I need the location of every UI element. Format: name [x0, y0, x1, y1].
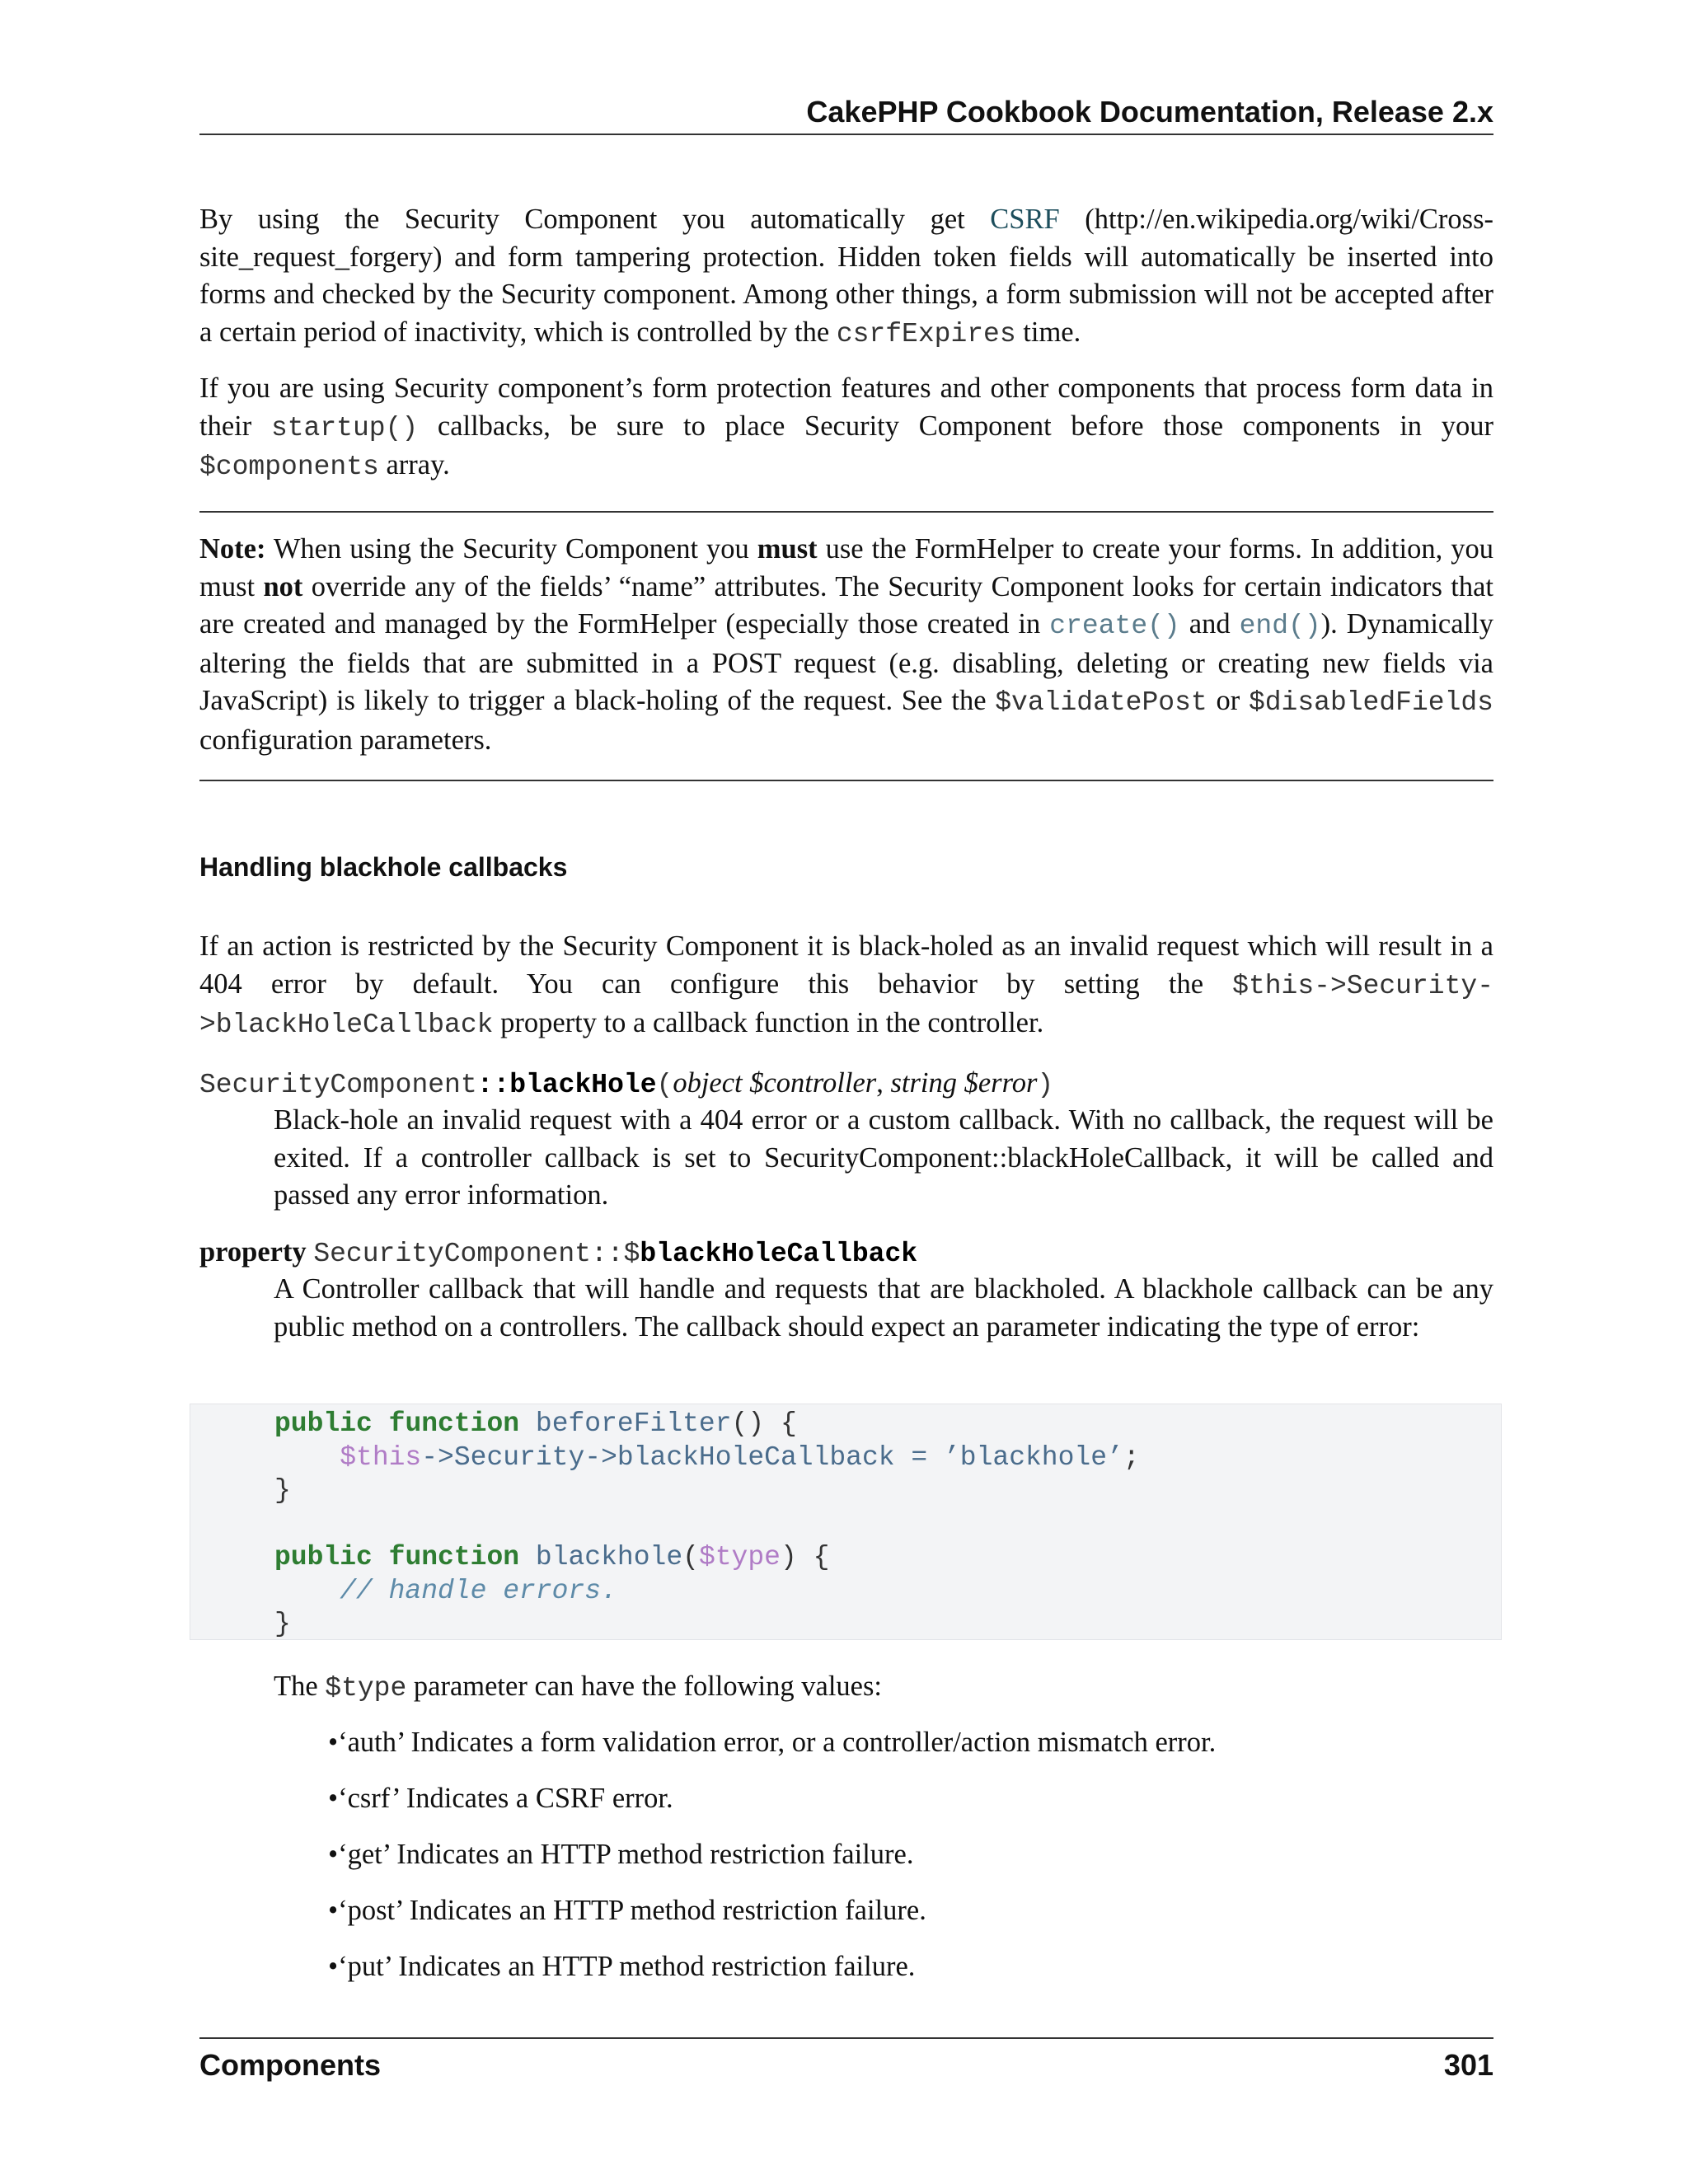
method-signature: SecurityComponent::blackHole(object $controller, string $error) — [199, 1067, 1054, 1100]
inline-code: startup() — [270, 412, 419, 443]
inline-code: $this->Security->blackHoleCallback — [199, 970, 1493, 1040]
inline-code: $validatePost — [995, 687, 1207, 718]
list-item: •‘auth’ Indicates a form validation error, or a controller/action mismatch error. — [328, 1727, 1217, 1758]
csrf-link[interactable]: CSRF — [990, 204, 1060, 235]
intro-paragraph-1: By using the Security Component you automatically get CSRF (http://en.wikipedia.org/wiki/Cross-site_request_forgery) and form tampering protection. Hidden token fields will automatically be inserted into forms and checked by the Security component. Among other things, a form submission will not be accepted after a certain period of inactivity, which is controlled by the csrfExpires time. — [199, 204, 1493, 349]
property-label: property — [199, 1236, 307, 1268]
inline-code: csrfExpires — [836, 318, 1016, 349]
section-heading: Handling blackhole callbacks — [199, 852, 568, 882]
intro-paragraph-2: If you are using Security component’s form protection features and other components that process form data in their startup() callbacks, be sure to place Security Component before those components in your $components array. — [199, 373, 1493, 482]
property-signature: property SecurityComponent::$blackHoleCallback — [199, 1236, 918, 1269]
note-box: Note: When using the Security Component you must use the FormHelper to create your forms. In addition, you must not override any of the fields’ “name” attributes. The Security Component looks for certain indicators that are created and managed by the FormHelper (especially those created in create() and end()). Dynamically altering the fields that are submitted in a POST request (e.g. disabling, deleting or creating new fields via JavaScript) is likely to trigger a black-holing of the request. See the $validatePost or $disabledFields configuration parameters. — [199, 533, 1493, 756]
method-description: Black-hole an invalid request with a 404 error or a custom callback. With no callback, the request will be exited. If a controller callback is set to SecurityComponent::blackHoleCallback, it will be called and passed any error information. — [274, 1104, 1493, 1211]
list-item: •‘put’ Indicates an HTTP method restriction failure. — [328, 1951, 916, 1982]
list-item: •‘get’ Indicates an HTTP method restriction failure. — [328, 1839, 914, 1870]
inline-code: $disabledFields — [1248, 687, 1493, 718]
footer-section: Components — [199, 2048, 381, 2082]
list-item: •‘post’ Indicates an HTTP method restriction failure. — [328, 1895, 926, 1926]
method-name: blackHole — [509, 1070, 657, 1100]
note-bottom-rule — [199, 780, 1493, 781]
running-footer — [199, 2046, 1493, 2085]
values-intro: The $type parameter can have the following values: — [274, 1671, 882, 1704]
note-label: Note: — [199, 533, 266, 565]
section-paragraph: If an action is restricted by the Security Component it is black-holed as an invalid request which will result in a 404 error by default. You can configure this behavior by setting the $this->Security->blackHoleCallback property to a callback function in the controller. — [199, 930, 1493, 1040]
create-method-link[interactable]: create() — [1049, 611, 1180, 641]
footer-rule — [199, 2037, 1493, 2039]
header-rule — [199, 134, 1493, 135]
end-method-link[interactable]: end() — [1239, 611, 1321, 641]
page-number: 301 — [1443, 2048, 1493, 2082]
property-description: A Controller callback that will handle and requests that are blackholed. A blackhole callback can be any public method on a controllers. The callback should expect an parameter indicating the type of error: — [274, 1273, 1493, 1343]
inline-code: $components — [199, 452, 379, 482]
inline-code: $type — [325, 1673, 407, 1704]
note-top-rule — [199, 511, 1493, 513]
running-header: CakePHP Cookbook Documentation, Release 2.x — [806, 95, 1493, 129]
property-name: blackHoleCallback — [640, 1239, 918, 1269]
list-item: •‘csrf’ Indicates a CSRF error. — [328, 1783, 673, 1814]
code-block: public function beforeFilter() { $this->Security->blackHoleCallback = ’blackhole’; } public function blackhole($type) { // handle errors. } — [190, 1404, 1502, 1640]
